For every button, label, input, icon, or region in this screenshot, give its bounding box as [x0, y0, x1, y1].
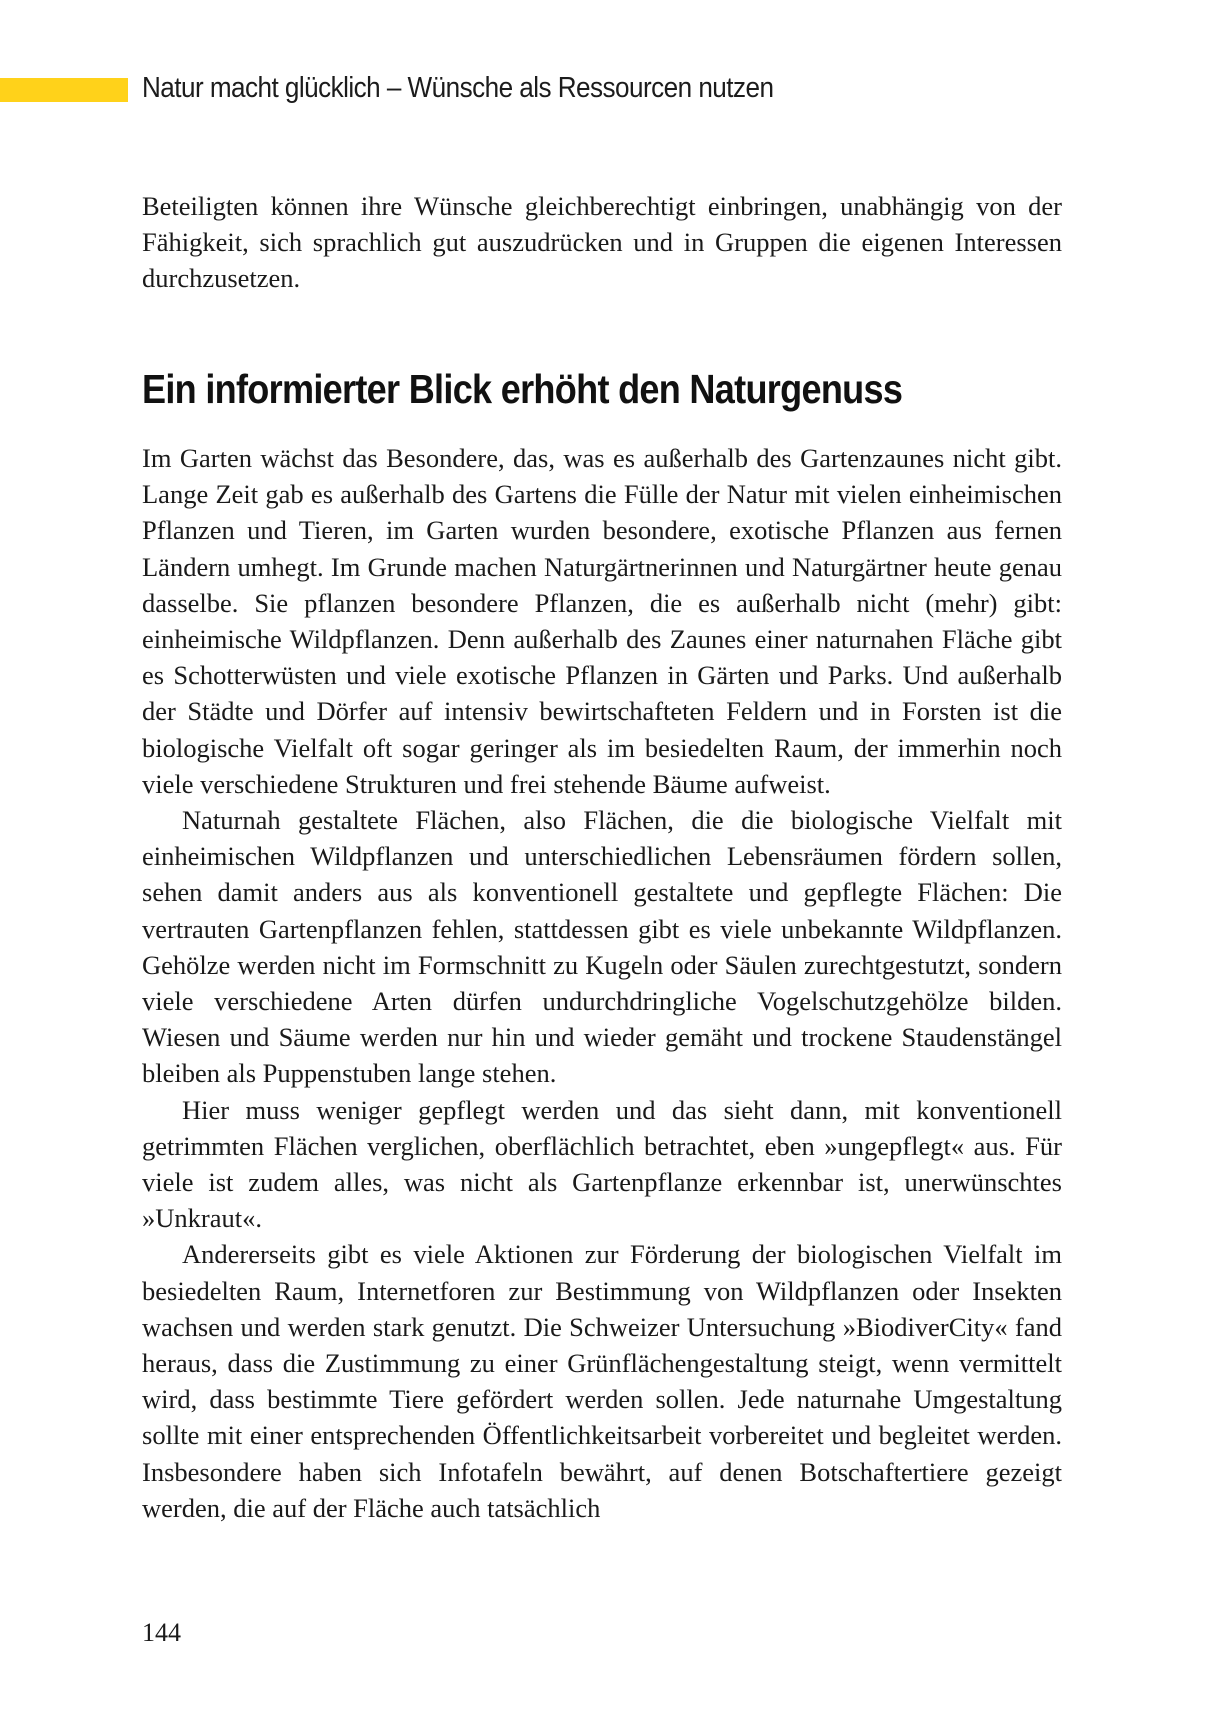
- page-number: 144: [142, 1618, 181, 1647]
- body-paragraph-2: Naturnah gestaltete Flächen, also Flächen, die die biologische Vielfalt mit einheimischen Wildpflanzen und unterschiedlichen Lebensräumen fördern sollen, sehen damit anders aus als konventionell gestaltete und gepflegte Flächen: Die vertrauten Gartenpflanzen fehlen, stattdessen gibt es viele unbekannte Wildpflanzen. Gehölze werden nicht im Formschnitt zu Kugeln oder Säulen zurechtgestutzt, sondern viele verschiedene Arten dürfen undurchdringliche Vogelschutzgehölze bilden. Wiesen und Säume werden nur hin und wieder gemäht und trockene Staudenstängel bleiben als Puppenstuben lange stehen.: [142, 805, 1062, 1089]
- running-title: Natur macht glücklich – Wünsche als Ressourcen nutzen: [142, 72, 774, 104]
- header-accent-bar: [0, 78, 128, 102]
- body-paragraph-4: Andererseits gibt es viele Aktionen zur Förderung der biologischen Vielfalt im besiedelten Raum, Internetforen zur Bestimmung von Wildpflanzen oder Insekten wachsen und werden stark genutzt. Die Schweizer Untersuchung »BiodiverCity« fand heraus, dass die Zustimmung zu einer Grünflächengestaltung steigt, wenn vermittelt wird, dass bestimmte Tiere gefördert werden sollen. Jede naturnahe Umgestaltung sollte mit einer entsprechenden Öffentlichkeitsarbeit vorbereitet und begleitet werden. Insbesondere haben sich Infotafeln bewährt, auf denen Botschaftertiere gezeigt werden, die auf der Fläche auch tatsächlich: [142, 1239, 1062, 1523]
- body-paragraph-1: Im Garten wächst das Besondere, das, was es außerhalb des Gartenzaunes nicht gibt. Lange Zeit gab es außerhalb des Gartens die Fülle der Natur mit vielen einheimischen Pflanzen und Tieren, im Garten wurden besondere, exotische Pflanzen aus fernen Ländern umhegt. Im Grunde machen Naturgärtnerinnen und Naturgärtner heute genau dasselbe. Sie pflanzen besondere Pflanzen, die es außerhalb nicht (mehr) gibt: einheimische Wildpflanzen. Denn außerhalb des Zaunes einer naturnahen Fläche gibt es Schotterwüsten und viele exotische Pflanzen in Gärten und Parks. Und außerhalb der Städte und Dörfer auf intensiv bewirtschafteten Feldern und in Forsten ist die biologische Vielfalt oft sogar geringer als im besiedelten Raum, der immerhin noch viele verschiedene Strukturen und frei stehende Bäume aufweist.: [142, 443, 1062, 799]
- intro-text: [142, 188, 1062, 297]
- section-heading: Ein informierter Blick erhöht den Naturgenuss: [142, 366, 903, 412]
- section-body: [142, 440, 1062, 1526]
- body-paragraph-3: Hier muss weniger gepflegt werden und das sieht dann, mit konventionell getrimmten Flächen verglichen, oberflächlich betrachtet, eben »ungepflegt« aus. Für viele ist zudem alles, was nicht als Gartenpflanze erkennbar ist, unerwünschtes »Unkraut«.: [142, 1094, 1062, 1234]
- intro-paragraph: Beteiligten können ihre Wünsche gleichberechtigt einbringen, unabhängig von der Fähigkeit, sich sprachlich gut auszudrücken und in Gruppen die eigenen Interessen durchzusetzen.: [142, 191, 1062, 294]
